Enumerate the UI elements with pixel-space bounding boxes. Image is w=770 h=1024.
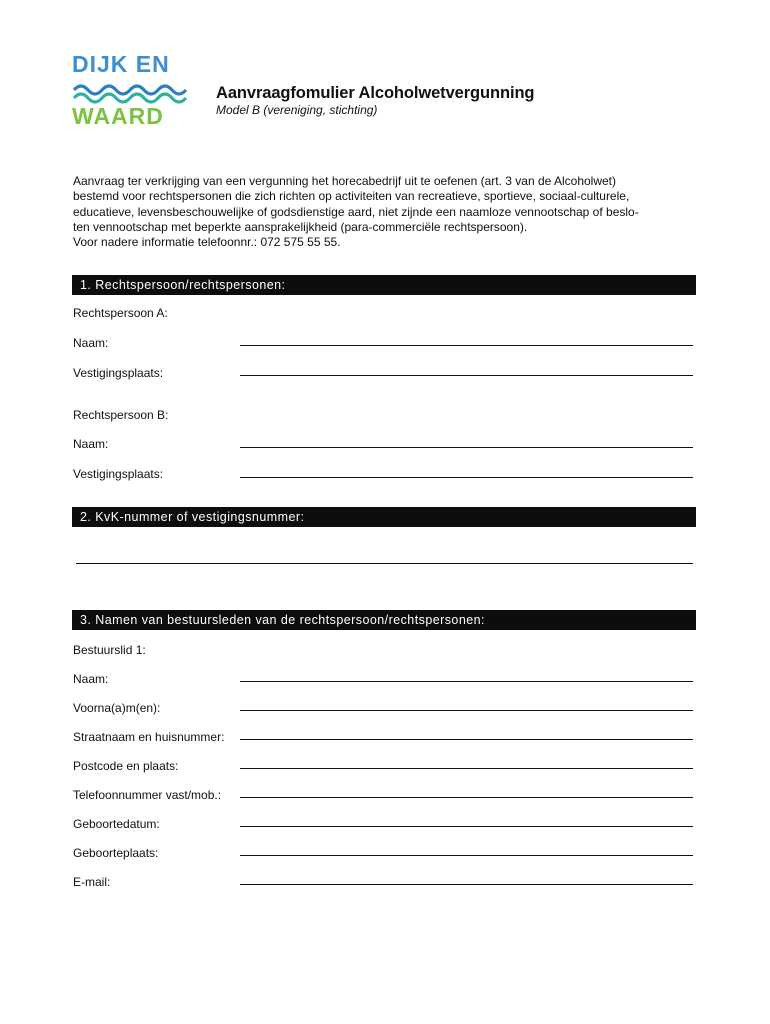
dijk-en-waard-logo [72,52,188,128]
form-title: Aanvraagfomulier Alcoholwetvergunning [216,84,535,102]
bestuurslid-telefoon-label: Telefoonnummer vast/mob.: [73,788,222,802]
rechtspersoon-b-vestigingsplaats-label: Vestigingsplaats: [73,467,164,481]
bestuurslid-1-label: Bestuurslid 1: [73,643,146,657]
bestuurslid-naam-field[interactable] [240,681,693,682]
bestuurslid-adres-label: Straatnaam en huisnummer: [73,730,225,744]
intro-line: bestemd voor rechtspersonen die zich richten op activiteiten van recreatieve, sportieve, sociaal-culturele, [73,189,630,204]
bestuurslid-postcode-label: Postcode en plaats: [73,759,179,773]
logo-text-top: DIJK EN [72,52,170,77]
logo-text-bottom: WAARD [72,103,164,128]
bestuurslid-adres-field[interactable] [240,739,693,740]
bestuurslid-telefoon-field[interactable] [240,797,693,798]
kvk-nummer-field[interactable] [76,563,693,564]
bestuurslid-geboortedatum-label: Geboortedatum: [73,817,160,831]
section-3-heading: 3. Namen van bestuursleden van de rechtspersoon/rechtspersonen: [72,610,696,630]
bestuurslid-voornamen-field[interactable] [240,710,693,711]
bestuurslid-voornamen-label: Voorna(a)m(en): [73,701,161,715]
rechtspersoon-a-naam-field[interactable] [240,345,693,346]
section-2-heading: 2. KvK-nummer of vestigingsnummer: [72,507,696,527]
bestuurslid-naam-label: Naam: [73,672,109,686]
intro-line: Voor nadere informatie telefoonnr.: 072 575 55 55. [73,235,341,250]
bestuurslid-postcode-field[interactable] [240,768,693,769]
rechtspersoon-b-naam-label: Naam: [73,437,109,451]
logo-wave-blue [74,86,186,94]
bestuurslid-email-label: E-mail: [73,875,111,889]
bestuurslid-geboorteplaats-field[interactable] [240,855,693,856]
rechtspersoon-a-vestigingsplaats-field[interactable] [240,375,693,376]
intro-line: ten vennootschap met beperkte aansprakelijkheid (para-commerciële rechtspersoon). [73,219,528,234]
logo-wave-teal [74,94,186,102]
intro-line: educatieve, levensbeschouwelijke of godsdienstige aard, niet zijnde een naamloze vennootschap of beslo- [73,204,639,219]
form-subtitle: Model B (vereniging, stichting) [216,103,378,117]
intro-line: Aanvraag ter verkrijging van een vergunning het horecabedrijf uit te oefenen (art. 3 van de Alcoholwet) [73,174,616,188]
rechtspersoon-a-label: Rechtspersoon A: [73,306,168,320]
rechtspersoon-a-naam-label: Naam: [73,336,109,350]
bestuurslid-geboortedatum-field[interactable] [240,826,693,827]
rechtspersoon-b-vestigingsplaats-field[interactable] [240,477,693,478]
rechtspersoon-a-vestigingsplaats-label: Vestigingsplaats: [73,366,164,380]
rechtspersoon-b-naam-field[interactable] [240,447,693,448]
rechtspersoon-b-label: Rechtspersoon B: [73,408,169,422]
section-1-heading: 1. Rechtspersoon/rechtspersonen: [72,275,696,295]
bestuurslid-email-field[interactable] [240,884,693,885]
bestuurslid-geboorteplaats-label: Geboorteplaats: [73,846,159,860]
intro-text [73,174,713,250]
